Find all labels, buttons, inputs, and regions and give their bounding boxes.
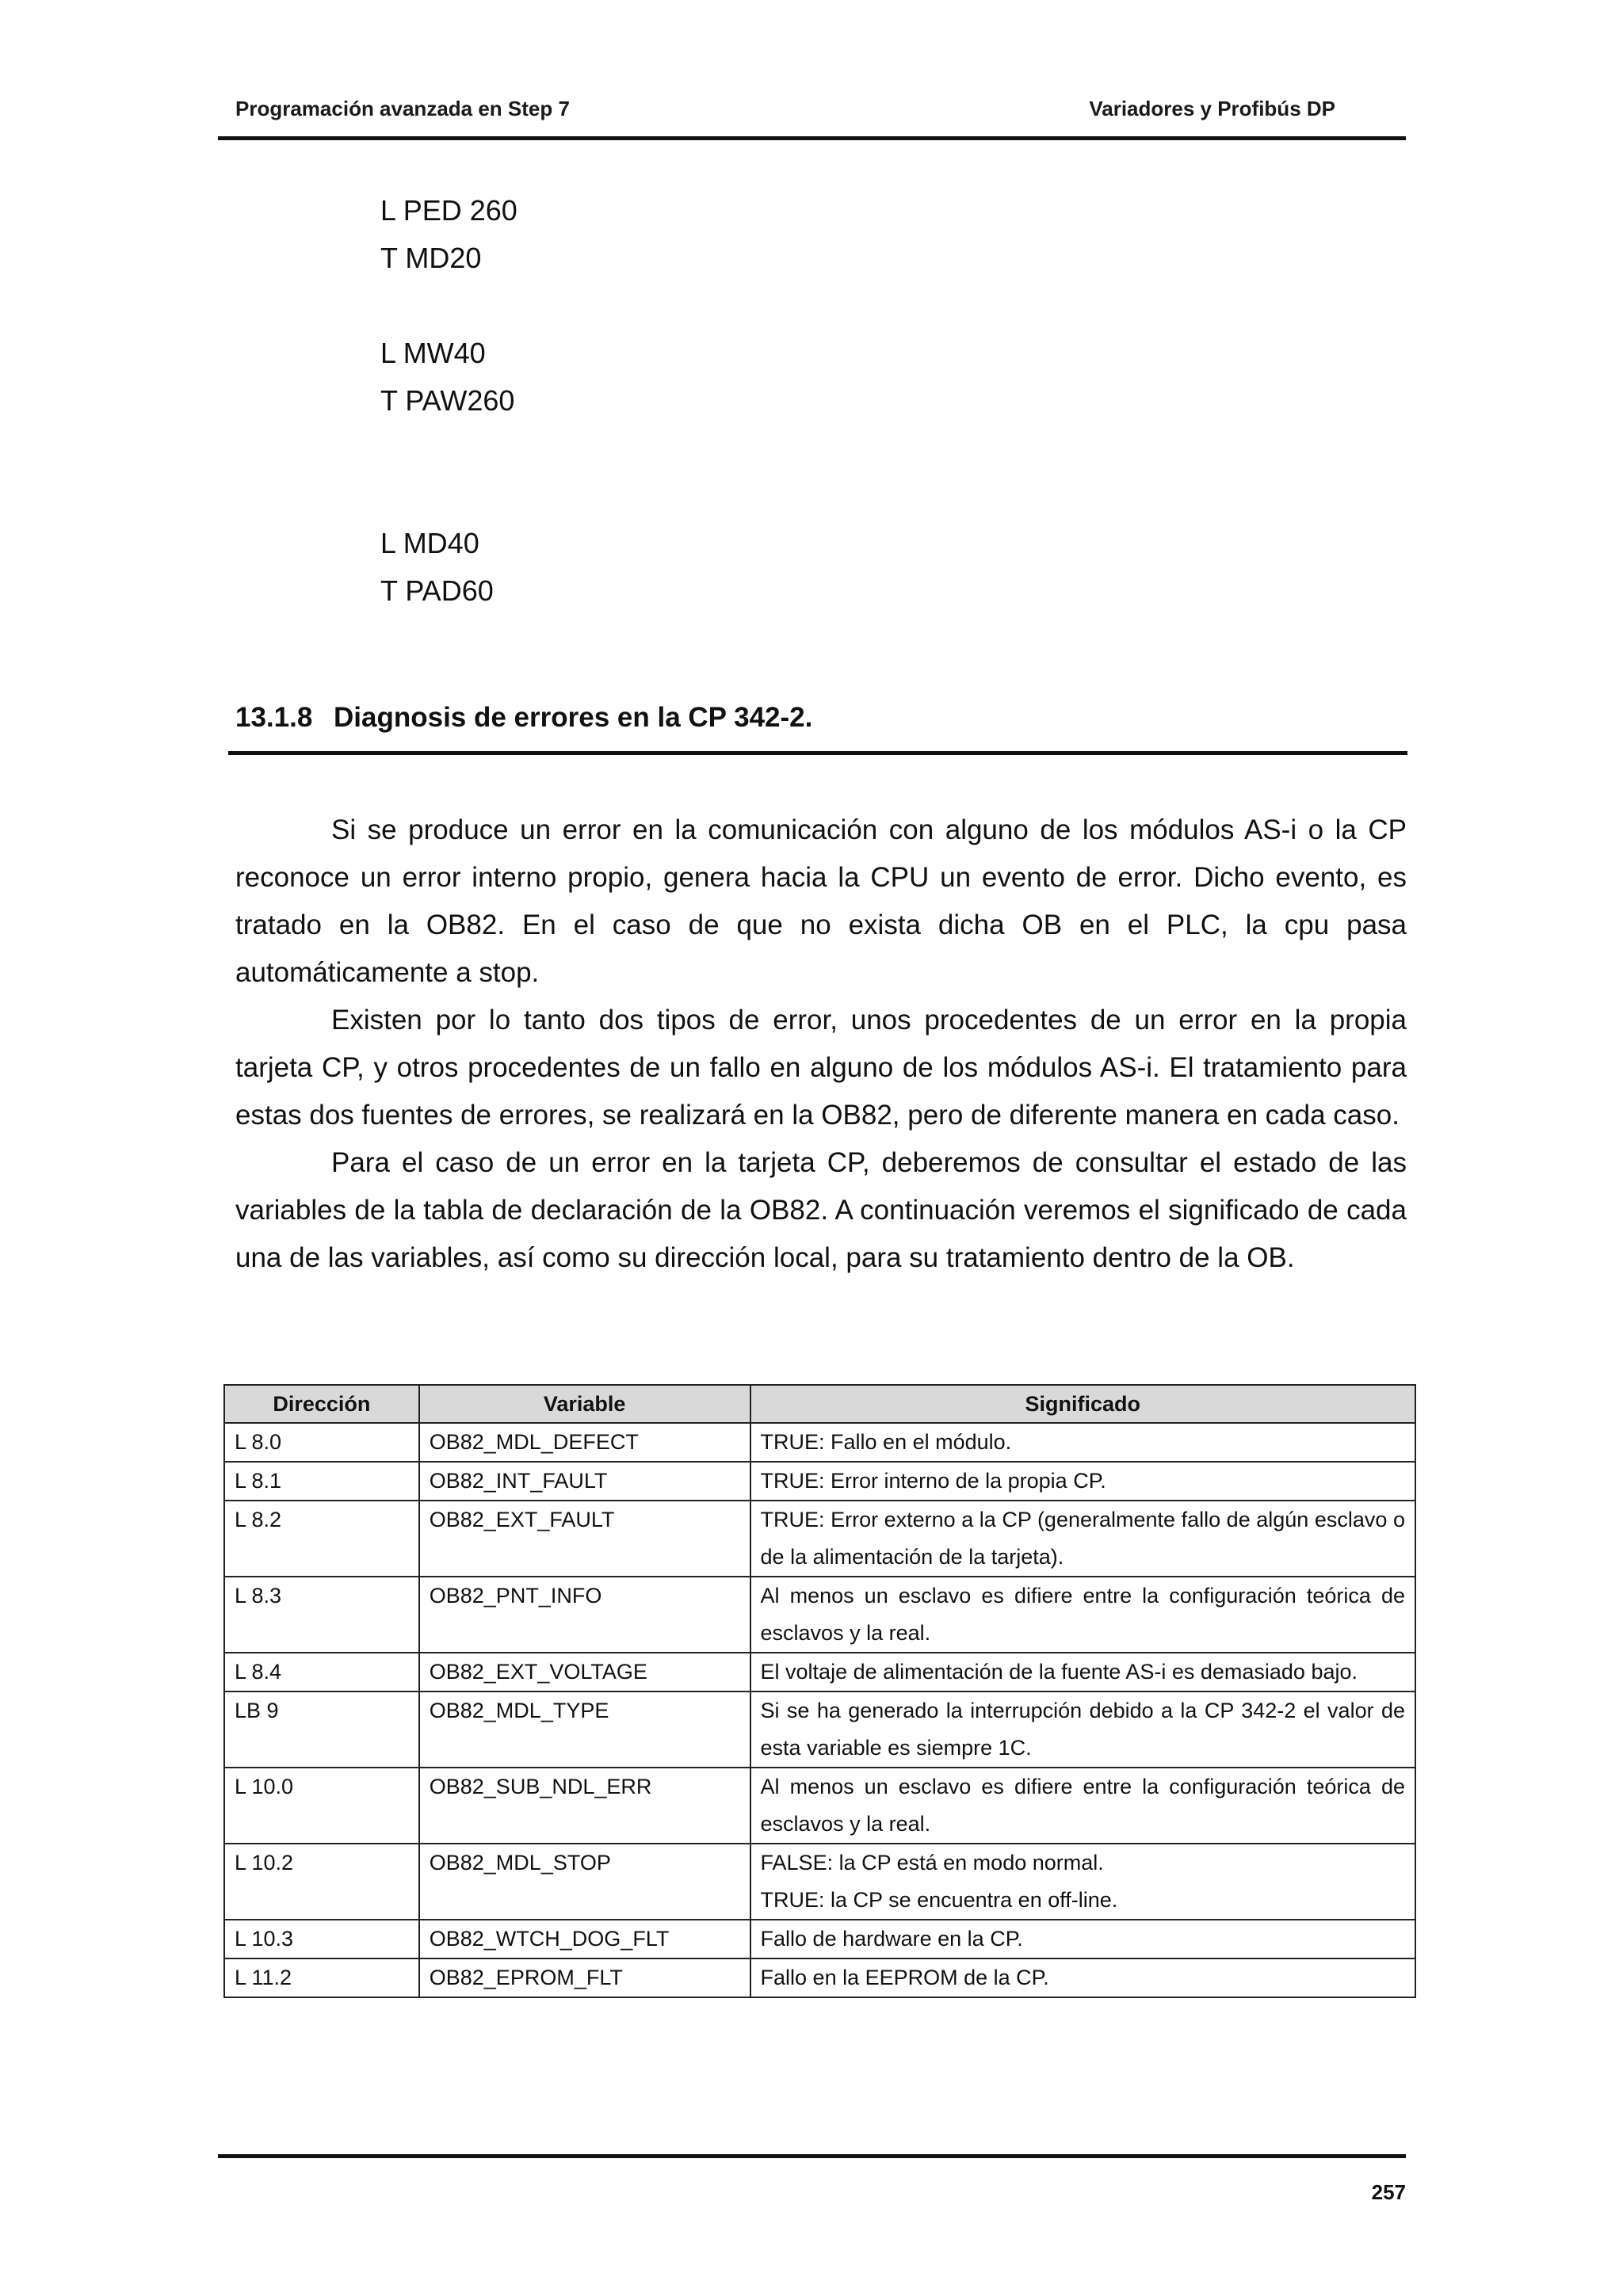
code-line: T PAW260 [380, 384, 515, 417]
table-row [224, 1501, 1415, 1577]
header-rule [218, 136, 1406, 140]
cell-variable: OB82_MDL_DEFECT [419, 1423, 750, 1462]
table-row [224, 1844, 1415, 1920]
code-line: L MD40 [380, 527, 479, 559]
cell-variable: OB82_INT_FAULT [419, 1462, 750, 1501]
body-text [235, 807, 1407, 1282]
cell-address: L 8.0 [224, 1423, 419, 1462]
table-row [224, 1691, 1415, 1768]
cell-address: L 8.1 [224, 1462, 419, 1501]
cell-variable: OB82_PNT_INFO [419, 1577, 750, 1653]
cell-meaning: El voltaje de alimentación de la fuente AS-i es demasiado bajo. [750, 1653, 1415, 1691]
table-row [224, 1423, 1415, 1462]
cell-variable: OB82_MDL_STOP [419, 1844, 750, 1920]
cell-meaning: TRUE: Error externo a la CP (generalmente fallo de algún esclavo o de la alimentación de la tarjeta). [750, 1501, 1415, 1577]
footer-rule [218, 2154, 1406, 2158]
cell-variable: OB82_SUB_NDL_ERR [419, 1768, 750, 1844]
cell-meaning: Si se ha generado la interrupción debido a la CP 342-2 el valor de esta variable es siempre 1C. [750, 1691, 1415, 1768]
cell-meaning: Fallo en la EEPROM de la CP. [750, 1958, 1415, 1997]
table-header-row [224, 1385, 1415, 1423]
code-line: L PED 260 [380, 194, 517, 227]
page-number: 257 [1371, 2180, 1406, 2204]
running-header-right: Variadores y Profibús DP [1089, 97, 1335, 120]
cell-address: L 10.2 [224, 1844, 419, 1920]
cell-variable: OB82_WTCH_DOG_FLT [419, 1920, 750, 1958]
cell-meaning: TRUE: Fallo en el módulo. [750, 1423, 1415, 1462]
cell-meaning-line: FALSE: la CP está en modo normal. [760, 1851, 1104, 1875]
running-header-left: Programación avanzada en Step 7 [235, 97, 570, 120]
section-title: Diagnosis de errores en la CP 342-2. [334, 702, 813, 733]
cell-meaning [750, 1844, 1415, 1920]
section-number: 13.1.8 [235, 702, 313, 733]
cell-address: L 8.2 [224, 1501, 419, 1577]
cell-address: L 10.3 [224, 1920, 419, 1958]
cell-variable: OB82_EXT_FAULT [419, 1501, 750, 1577]
code-line: T PAD60 [380, 574, 494, 607]
table-row [224, 1462, 1415, 1501]
cell-address: L 8.4 [224, 1653, 419, 1691]
column-header-significado: Significado [750, 1385, 1415, 1423]
paragraph: Existen por lo tanto dos tipos de error, unos procedentes de un error en la propia tarjeta CP, y otros procedentes de un fallo en alguno de los módulos AS-i. El tratamiento para estas dos fuentes de errores, se realizará en la OB82, pero de diferente manera en cada caso. [235, 1005, 1407, 1131]
table-row [224, 1653, 1415, 1691]
cell-meaning: Al menos un esclavo es difiere entre la configuración teórica de esclavos y la real. [750, 1577, 1415, 1653]
paragraph: Para el caso de un error en la tarjeta CP, deberemos de consultar el estado de las variables de la tabla de declaración de la OB82. A continuación veremos el significado de cada una de las variables, así como su dirección local, para su tratamiento dentro de la OB. [235, 1147, 1407, 1273]
cell-meaning: Al menos un esclavo es difiere entre la configuración teórica de esclavos y la real. [750, 1768, 1415, 1844]
cell-meaning: TRUE: Error interno de la propia CP. [750, 1462, 1415, 1501]
cell-address: L 10.0 [224, 1768, 419, 1844]
table-row [224, 1920, 1415, 1958]
ob82-variables-table [223, 1384, 1416, 1998]
paragraph: Si se produce un error en la comunicación con alguno de los módulos AS-i o la CP reconoce un error interno propio, genera hacia la CPU un evento de error. Dicho evento, es tratado en la OB82. En el caso de que no exista dicha OB en el PLC, la cpu pasa automáticamente a stop. [235, 814, 1407, 988]
cell-meaning: Fallo de hardware en la CP. [750, 1920, 1415, 1958]
table-row [224, 1958, 1415, 1997]
code-line: T MD20 [380, 242, 482, 274]
column-header-variable: Variable [419, 1385, 750, 1423]
code-line: L MW40 [380, 337, 486, 369]
cell-meaning-line: TRUE: la CP se encuentra en off-line. [760, 1888, 1118, 1912]
cell-variable: OB82_MDL_TYPE [419, 1691, 750, 1768]
cell-address: L 8.3 [224, 1577, 419, 1653]
section-heading [235, 702, 812, 734]
cell-address: LB 9 [224, 1691, 419, 1768]
cell-variable: OB82_EPROM_FLT [419, 1958, 750, 1997]
section-rule [228, 751, 1407, 755]
table-row [224, 1577, 1415, 1653]
cell-variable: OB82_EXT_VOLTAGE [419, 1653, 750, 1691]
table-row [224, 1768, 1415, 1844]
cell-address: L 11.2 [224, 1958, 419, 1997]
column-header-direccion: Dirección [224, 1385, 419, 1423]
